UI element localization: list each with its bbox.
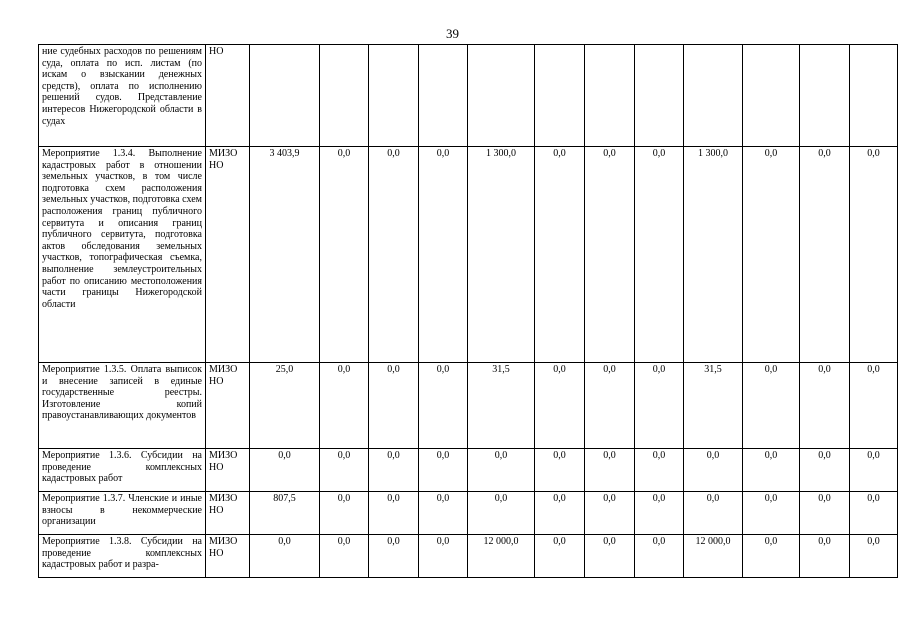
funding-value-cell: 0,0 bbox=[320, 449, 369, 492]
funding-value-cell: 0,0 bbox=[369, 363, 419, 449]
funding-value-cell: 807,5 bbox=[250, 492, 320, 535]
funding-value-cell: 0,0 bbox=[850, 492, 898, 535]
funding-value-cell: 0,0 bbox=[585, 363, 635, 449]
funding-value-cell: 0,0 bbox=[800, 449, 850, 492]
budget-table bbox=[38, 44, 898, 578]
funding-value-cell: 31,5 bbox=[468, 363, 535, 449]
funding-value-cell: 0,0 bbox=[468, 449, 535, 492]
funding-value-cell: 0,0 bbox=[850, 449, 898, 492]
funding-value-cell: 12 000,0 bbox=[684, 535, 743, 578]
funding-value-cell: 0,0 bbox=[369, 535, 419, 578]
table-row bbox=[39, 535, 898, 578]
funding-value-cell: 0,0 bbox=[250, 535, 320, 578]
funding-value-cell: 0,0 bbox=[800, 363, 850, 449]
funding-value-cell bbox=[320, 45, 369, 147]
funding-value-cell: 0,0 bbox=[850, 363, 898, 449]
funding-value-cell: 3 403,9 bbox=[250, 147, 320, 363]
funding-value-cell bbox=[585, 45, 635, 147]
responsible-executor: МИЗО НО bbox=[206, 535, 250, 578]
funding-value-cell: 0,0 bbox=[635, 147, 684, 363]
funding-value-cell: 0,0 bbox=[320, 147, 369, 363]
funding-value-cell: 0,0 bbox=[419, 147, 468, 363]
funding-value-cell: 0,0 bbox=[535, 147, 585, 363]
funding-value-cell: 0,0 bbox=[635, 449, 684, 492]
funding-value-cell bbox=[419, 45, 468, 147]
funding-value-cell: 1 300,0 bbox=[468, 147, 535, 363]
funding-value-cell bbox=[684, 45, 743, 147]
funding-value-cell bbox=[743, 45, 800, 147]
funding-value-cell: 31,5 bbox=[684, 363, 743, 449]
funding-value-cell: 0,0 bbox=[419, 449, 468, 492]
activity-description: Мероприятие 1.3.6. Субсидии на проведение комплексных кадастровых работ bbox=[39, 449, 206, 492]
funding-value-cell: 25,0 bbox=[250, 363, 320, 449]
table-row bbox=[39, 492, 898, 535]
funding-value-cell: 0,0 bbox=[369, 492, 419, 535]
funding-value-cell: 0,0 bbox=[585, 449, 635, 492]
funding-value-cell: 0,0 bbox=[419, 363, 468, 449]
funding-value-cell bbox=[369, 45, 419, 147]
funding-value-cell: 0,0 bbox=[320, 363, 369, 449]
funding-value-cell bbox=[800, 45, 850, 147]
funding-value-cell: 0,0 bbox=[250, 449, 320, 492]
funding-value-cell: 0,0 bbox=[743, 449, 800, 492]
funding-value-cell bbox=[535, 45, 585, 147]
funding-value-cell bbox=[250, 45, 320, 147]
funding-value-cell bbox=[635, 45, 684, 147]
funding-value-cell: 0,0 bbox=[535, 449, 585, 492]
funding-value-cell: 0,0 bbox=[535, 492, 585, 535]
responsible-executor: НО bbox=[206, 45, 250, 147]
funding-value-cell: 0,0 bbox=[800, 535, 850, 578]
funding-value-cell: 0,0 bbox=[635, 535, 684, 578]
funding-value-cell: 0,0 bbox=[684, 449, 743, 492]
funding-value-cell: 0,0 bbox=[850, 147, 898, 363]
funding-value-cell: 0,0 bbox=[743, 147, 800, 363]
funding-value-cell bbox=[850, 45, 898, 147]
responsible-executor: МИЗО НО bbox=[206, 363, 250, 449]
funding-value-cell: 0,0 bbox=[585, 492, 635, 535]
funding-value-cell: 0,0 bbox=[369, 147, 419, 363]
funding-value-cell: 0,0 bbox=[419, 492, 468, 535]
funding-value-cell: 0,0 bbox=[635, 492, 684, 535]
activity-description: Мероприятие 1.3.5. Оплата выписок и внесение записей в единые государственные реестры. Изготовление копий правоустанавливающих документов bbox=[39, 363, 206, 449]
funding-value-cell: 12 000,0 bbox=[468, 535, 535, 578]
funding-value-cell bbox=[468, 45, 535, 147]
funding-value-cell: 0,0 bbox=[635, 363, 684, 449]
funding-value-cell: 0,0 bbox=[320, 535, 369, 578]
funding-value-cell: 0,0 bbox=[800, 147, 850, 363]
funding-value-cell: 1 300,0 bbox=[684, 147, 743, 363]
funding-value-cell: 0,0 bbox=[850, 535, 898, 578]
responsible-executor: МИЗО НО bbox=[206, 449, 250, 492]
table-row bbox=[39, 147, 898, 363]
activity-description: Мероприятие 1.3.7. Членские и иные взносы в некоммерческие организации bbox=[39, 492, 206, 535]
funding-value-cell: 0,0 bbox=[369, 449, 419, 492]
table-row bbox=[39, 449, 898, 492]
funding-value-cell: 0,0 bbox=[419, 535, 468, 578]
activity-description: ние судебных расходов по решениям суда, оплата по исп. листам (по искам о взыскании денежных средств), оплата по исполнению решений судов. Представление интересов Нижегородской области в судах bbox=[39, 45, 206, 147]
funding-value-cell: 0,0 bbox=[535, 535, 585, 578]
responsible-executor: МИЗО НО bbox=[206, 147, 250, 363]
funding-value-cell: 0,0 bbox=[585, 147, 635, 363]
activity-description: Мероприятие 1.3.8. Субсидии на проведение комплексных кадастровых работ и разра- bbox=[39, 535, 206, 578]
page-number: 39 bbox=[446, 26, 459, 41]
table-row bbox=[39, 363, 898, 449]
funding-value-cell: 0,0 bbox=[743, 535, 800, 578]
funding-value-cell: 0,0 bbox=[585, 535, 635, 578]
funding-value-cell: 0,0 bbox=[468, 492, 535, 535]
funding-value-cell: 0,0 bbox=[684, 492, 743, 535]
funding-value-cell: 0,0 bbox=[800, 492, 850, 535]
responsible-executor: МИЗО НО bbox=[206, 492, 250, 535]
funding-value-cell: 0,0 bbox=[743, 492, 800, 535]
funding-value-cell: 0,0 bbox=[320, 492, 369, 535]
table-row bbox=[39, 45, 898, 147]
funding-value-cell: 0,0 bbox=[743, 363, 800, 449]
funding-value-cell: 0,0 bbox=[535, 363, 585, 449]
activity-description: Мероприятие 1.3.4. Выполнение кадастровых работ в отношении земельных участков, в том числе подготовка схем расположения земельных участков, подготовка схем расположения границ публичного сервитута и описания границ публичного сервитута, подготовка актов обследования земельных участков, топографическая съемка, выполнение землеустроительных работ по описанию местоположения части границы Нижегородской области bbox=[39, 147, 206, 363]
